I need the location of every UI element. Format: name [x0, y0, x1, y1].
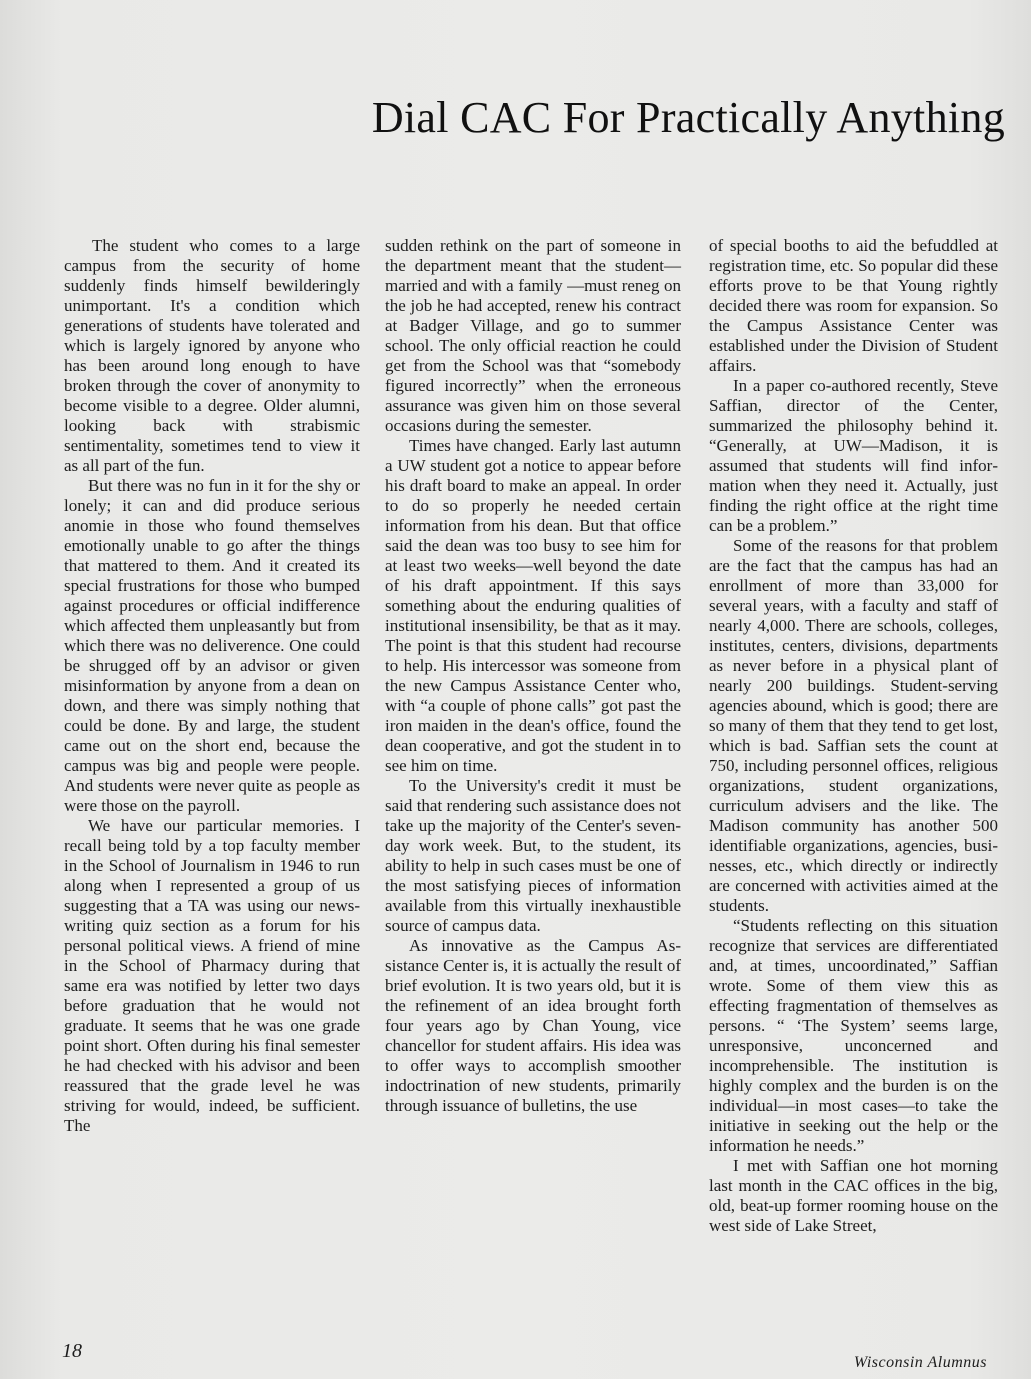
- paragraph: As innovative as the Campus Assistance Center is, it is actually the result of brief evolution. It is two years old, but it is the refinement of an idea brought forth four years ago by Chan Young, vice chancellor for student affairs. His idea was to offer ways to accomplish smoother indoctrination of new students, primarily through issuance of bulletins, the use: [385, 936, 682, 1115]
- article-title: Dial CAC For Practically Anything: [371, 93, 1005, 142]
- paragraph: To the University's credit it must be said that rendering such assistance does not take up the majority of the Center's seven-day work week. But, to the student, its ability to help in such cases must be one of the most satisfying pieces of information available from this virtually inexhaustible source of campus data.: [385, 776, 681, 935]
- paragraph: I met with Saffian one hot morning last month in the CAC offices in the big, old, beat-up former rooming house on the west side of Lake Street,: [709, 1156, 998, 1235]
- paragraph: But there was no fun in it for the shy or lonely; it can and did produce serious anomie in those who found themselves emotionally unable to go after the things that mattered to them. And it created its special frustrations for those who bumped against procedures or official indifference which affected them unpleasantly but from which there was no deliverence. One could be shrugged off by an advisor or given misinformation by anyone from a dean on down, and there was simply nothing that could be done. By and large, the student came out on the short end, because the campus was big and people were people. And students were never quite as people as were those on the payroll.: [64, 476, 360, 815]
- paragraph: Some of the reasons for that problem are the fact that the campus has had an enrollment of more than 33,000 for several years, with a faculty and staff of nearly 4,000. There are schools, colleges, institutes, centers, divisions, departments as never before in a physical plant of nearly 200 buildings. Student-serving agencies abound, which is good; there are so many of them that they tend to get lost, which is bad. Saffian sets the count at 750, including personnel offices, religious organizations, student organizations, curriculum advisers and the like. The Madison community has another 500 identifiable organizations, agencies, businesses, etc., which directly or indirectly are concerned with activities aimed at the students.: [709, 536, 998, 915]
- paragraph: Times have changed. Early last autumn a UW student got a notice to appear before his draft board to make an appeal. In order to do so properly he needed certain information from his dean. But that office said the dean was too busy to see him for at least two weeks—well beyond the date of his draft appointment. If this says something about the enduring qualities of institutional insensibility, be that as it may. The point is that this student had recourse to help. His intercessor was someone from the new Campus Assistance Center who, with “a couple of phone calls” got past the iron maiden in the dean's office, found the dean cooperative, and got the student in to see him on time.: [385, 436, 681, 775]
- paragraph: sudden rethink on the part of someone in the department meant that the student—married and with a family —must reneg on the job he had accepted, renew his contract at Badger Village, and go to summer school. The only official reaction he could get from the School was that “somebody figured incorrectly” when the erroneous assurance was given him on those several occasions during the semester.: [385, 236, 681, 435]
- page-number: 18: [62, 1340, 82, 1362]
- paragraph: We have our particular memories. I recall being told by a top faculty member in the School of Journalism in 1946 to run along when I represented a group of us suggesting that a TA was using our news-writing quiz section as a forum for his personal political views. A friend of mine in the School of Pharmacy during that same era was notified by letter two days before graduation that he would not graduate. It seems that he was one grade point short. Often during his final semester he had checked with his advisor and been reassured that the grade level he was striving for would, indeed, be sufficient. The: [64, 816, 360, 1135]
- paragraph: The student who comes to a large campus from the security of home suddenly finds himself bewilderingly unimportant. It's a condition which generations of students have tolerated and which is largely ignored by anyone who has been around long enough to have broken through the cover of anonymity to become visible to a degree. Older alumni, looking back with strabismic sentimentality, sometimes tend to view it as all part of the fun.: [64, 236, 360, 475]
- text-column-3: [709, 236, 998, 1236]
- publication-name: Wisconsin Alumnus: [853, 1354, 987, 1371]
- text-column-1: [64, 236, 360, 1136]
- paragraph: In a paper co-authored recently, Steve Saffian, director of the Center, summarized the philosophy behind it. “Generally, at UW—Madison, it is assumed that students will find information when they need it. Actually, just finding the right office at the right time can be a problem.”: [709, 376, 998, 535]
- text-column-2: [385, 236, 681, 1116]
- paragraph: of special booths to aid the befuddled at registration time, etc. So popular did these efforts prove to be that Young rightly decided there was room for expansion. So the Campus Assistance Center was established under the Division of Student affairs.: [709, 236, 998, 375]
- paragraph: “Students reflecting on this situation recognize that services are differentiated and, at times, uncoordinated,” Saffian wrote. Some of them view this as effecting fragmentation of themselves as persons. “ ‘The System’ seems large, unresponsive, unconcerned and incomprehensible. The institution is highly complex and the burden is on the individual—in most cases—to take the initiative in seeking out the help or the information he needs.”: [709, 916, 998, 1155]
